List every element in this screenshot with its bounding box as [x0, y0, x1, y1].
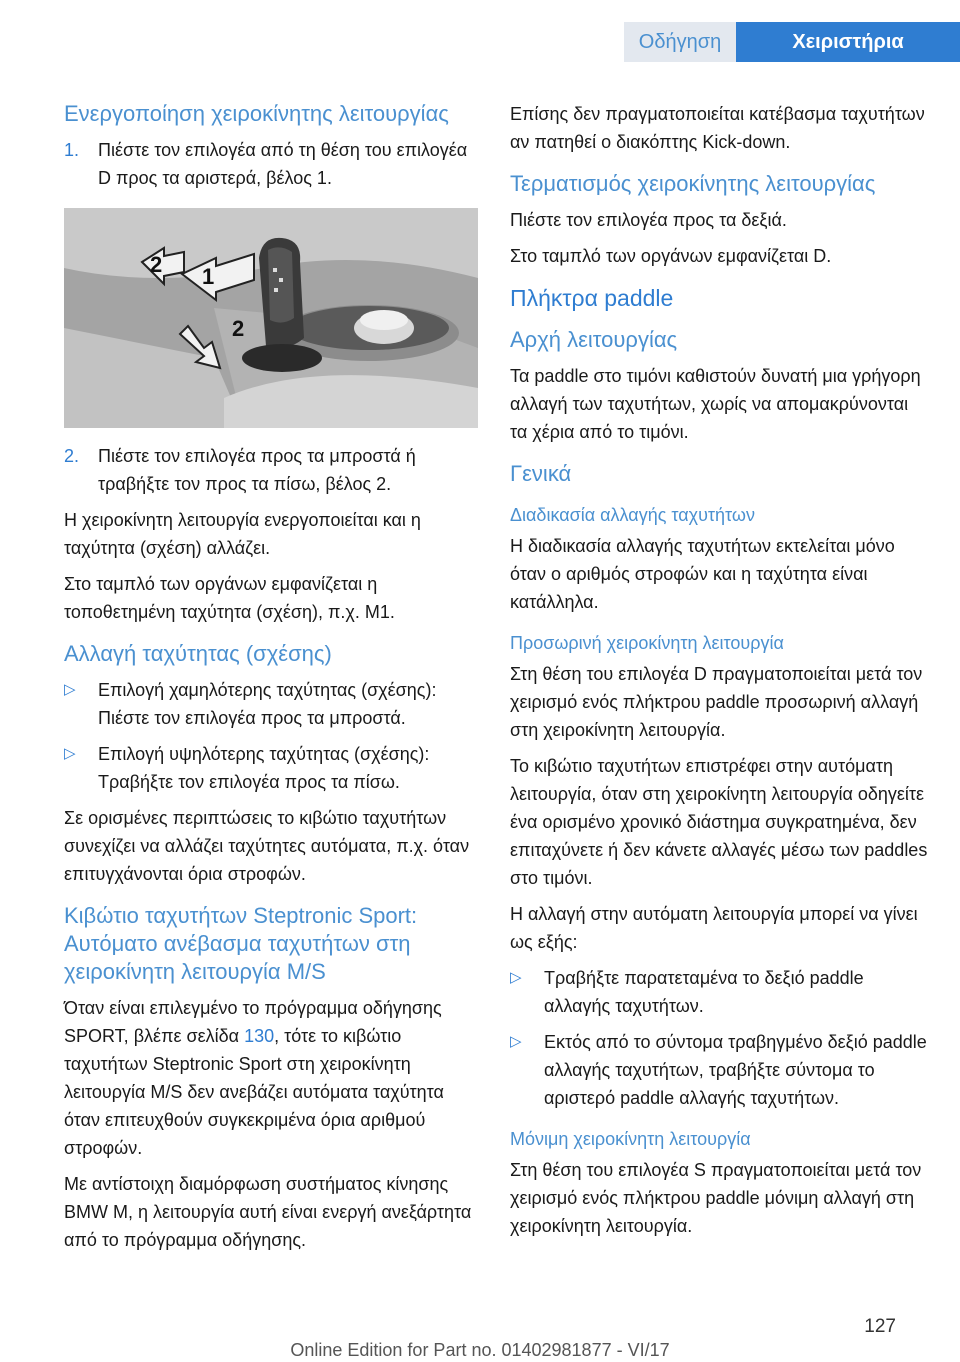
step-2-text: Πιέστε τον επιλογέα προς τα μπροστά ή τραβήξτε τον προς τα πίσω, βέλος 2. — [98, 446, 416, 494]
heading-gear-change: Αλλαγή ταχύτητας (σχέσης) — [64, 641, 332, 666]
heading-activation: Ενεργοποίηση χειροκίνητης λειτουργίας — [64, 101, 449, 126]
paragraph-sport-program — [64, 994, 484, 1162]
paragraph-temporary-3: Η αλλαγή στην αυτόματη λειτουργία μπορεί να γίνει ως εξής: — [510, 904, 918, 952]
heading-procedure: Διαδικασία αλλαγής ταχυτήτων — [510, 505, 755, 525]
paragraph-procedure: Η διαδικασία αλλαγής ταχυτήτων εκτελείται μόνο όταν ο αριθμός στροφών και η ταχύτητα είναι κατάλληλα. — [510, 536, 895, 612]
step-1-text: Πιέστε τον επιλογέα από τη θέση του επιλογέα D προς τα αριστερά, βέλος 1. — [98, 140, 468, 188]
figure-label-2-top: 2 — [150, 252, 163, 277]
gear-selector-figure — [64, 208, 478, 428]
paragraph-temporary-2: Το κιβώτιο ταχυτήτων επιστρέφει στην αυτόματη λειτουργία, όταν στη χειροκίνητη λειτουργία οδηγείτε ένα ορισμένο χρονικό διάστημα συγκρατημένα, δεν επιταχύνετε ή δεν κάνετε αλλαγές μέσω των paddles στο τιμόνι. — [510, 756, 928, 888]
right-column — [510, 100, 930, 1248]
paragraph-display-gear: Στο ταμπλό των οργάνων εμφανίζεται η τοποθετημένη ταχύτητα (σχέση), π.χ. M1. — [64, 574, 395, 622]
footer-edition: Online Edition for Part no. 01402981877 - VI/17 — [290, 1340, 670, 1360]
header-tabs — [624, 22, 960, 62]
heading-end-manual: Τερματισμός χειροκίνητης λειτουργίας — [510, 171, 876, 196]
paragraph-press-right: Πιέστε τον επιλογέα προς τα δεξιά. — [510, 210, 787, 230]
bullet-pull-right-paddle-text: Τραβήξτε παρατεταμένα το δεξιό paddle αλλαγής ταχυτήτων. — [544, 968, 864, 1016]
step-2-number: 2. — [64, 446, 80, 466]
page-number: 127 — [864, 1316, 896, 1337]
bullet-upshift-text: Επιλογή υψηλότερης ταχύτητας (σχέσης): Τραβήξτε τον επιλογέα προς τα πίσω. — [98, 744, 430, 792]
bullet-pull-right-paddle — [510, 964, 930, 1020]
paragraph-sport-text-a: Όταν είναι επιλεγμένο το πρόγραμμα οδήγησης SPORT, βλέπε σελίδα — [64, 998, 442, 1046]
paragraph-principle: Τα paddle στο τιμόνι καθιστούν δυνατή μια γρήγορη αλλαγή των ταχυτήτων, χωρίς να απομακρύνονται τα χέρια από το τιμόνι. — [510, 366, 921, 442]
bullet-marker: ▷ — [510, 969, 522, 986]
bullet-both-paddles-text: Εκτός από το σύντομα τραβηγμένο δεξιό paddle αλλαγής ταχυτήτων, τραβήξτε σύντομα το αριστερό paddle αλλαγής ταχυτήτων. — [544, 1032, 927, 1108]
bullet-downshift-text: Επιλογή χαμηλότερης ταχύτητας (σχέσης): Πιέστε τον επιλογέα προς τα μπροστά. — [98, 680, 437, 728]
tab-controls[interactable]: Χειριστήρια — [736, 22, 960, 62]
heading-principle: Αρχή λειτουργίας — [510, 327, 678, 352]
heading-steptronic: Κιβώτιο ταχυτήτων Steptronic Sport: Αυτόματο ανέβασμα ταχυτήτων στη χειροκίνητη λειτουργία M/S — [64, 903, 418, 984]
figure-label-1: 1 — [202, 264, 215, 289]
heading-permanent: Μόνιμη χειροκίνητη λειτουργία — [510, 1129, 751, 1149]
bullet-marker: ▷ — [64, 681, 76, 698]
paragraph-temporary-1: Στη θέση του επιλογέα D πραγματοποιείται μετά τον χειρισμό ενός πλήκτρου paddle προσωρινή αλλαγή στη χειροκίνητη λειτουργία. — [510, 664, 923, 740]
paragraph-permanent: Στη θέση του επιλογέα S πραγματοποιείται μετά τον χειρισμό ενός πλήκτρου paddle μόνιμη αλλαγή στη χειροκίνητη λειτουργία. — [510, 1160, 922, 1236]
step-1-number: 1. — [64, 140, 80, 160]
paragraph-manual-active: Η χειροκίνητη λειτουργία ενεργοποιείται και η ταχύτητα (σχέση) αλλάζει. — [64, 510, 421, 558]
heading-general: Γενικά — [510, 461, 572, 486]
step-1 — [64, 136, 484, 192]
heading-temporary: Προσωρινή χειροκίνητη λειτουργία — [510, 633, 784, 653]
left-column — [64, 100, 484, 1262]
bullet-both-paddles — [510, 1028, 930, 1112]
heading-paddle: Πλήκτρα paddle — [510, 285, 674, 311]
bullet-marker: ▷ — [64, 745, 76, 762]
paragraph-sport-text-b: , τότε το κιβώτιο ταχυτήτων Steptronic Sport στη χειροκίνητη λειτουργία M/S δεν ανεβάζει αυτόματα ταχύτητα όταν επιτευχθούν συγκεκριμένα όρια αριθμού στροφών. — [64, 1026, 444, 1158]
bullet-marker: ▷ — [510, 1033, 522, 1050]
bullet-downshift — [64, 676, 484, 732]
gear-selector-illustration — [64, 208, 478, 428]
bullet-upshift — [64, 740, 484, 796]
page-reference-link[interactable]: 130 — [244, 1026, 275, 1046]
paragraph-kickdown: Επίσης δεν πραγματοποιείται κατέβασμα ταχυτήτων αν πατηθεί ο διακόπτης Kick-down. — [510, 104, 925, 152]
step-2 — [64, 442, 484, 498]
paragraph-auto-shift: Σε ορισμένες περιπτώσεις το κιβώτιο ταχυτήτων συνεχίζει να αλλάζει ταχύτητες αυτόματα, π.χ. όταν επιτυγχάνονται όρια στροφών. — [64, 808, 470, 884]
tab-driving[interactable]: Οδήγηση — [624, 22, 736, 62]
figure-label-2-bottom: 2 — [232, 316, 245, 341]
paragraph-bmw-m: Με αντίστοιχη διαμόρφωση συστήματος κίνησης BMW M, η λειτουργία αυτή είναι ενεργή ανεξάρτητα από το πρόγραμμα οδήγησης. — [64, 1174, 472, 1250]
paragraph-display-d: Στο ταμπλό των οργάνων εμφανίζεται D. — [510, 246, 832, 266]
